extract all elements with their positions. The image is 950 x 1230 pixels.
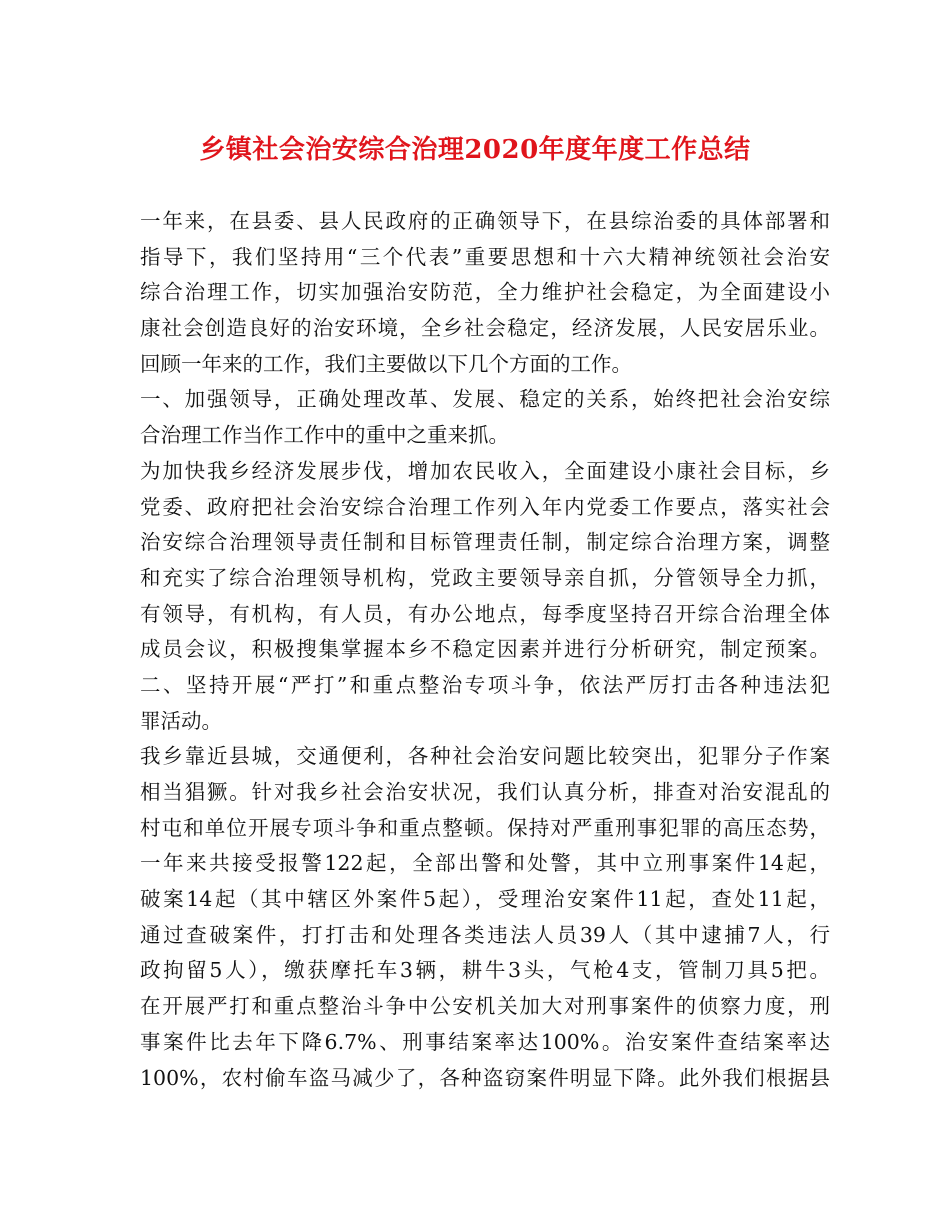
body-line: 村屯和单位开展专项斗争和重点整顿。保持对严重刑事犯罪的高压态势，: [140, 815, 830, 840]
body-line: 为加快我乡经济发展步伐，增加农民收入，全面建设小康社会目标，乡: [140, 458, 830, 483]
body-line: 有领导，有机构，有人员，有办公地点，每季度坚持召开综合治理全体: [140, 601, 830, 626]
body-line: 二、坚持开展“严打”和重点整治专项斗争，依法严厉打击各种违法犯: [140, 672, 830, 697]
body-line: 罪活动。: [140, 708, 222, 733]
body-line: 一、加强领导，正确处理改革、发展、稳定的关系，始终把社会治安综: [140, 387, 830, 412]
body-line: 合治理工作当作工作中的重中之重来抓。: [140, 423, 509, 448]
body-line: 和充实了综合治理领导机构，党政主要领导亲自抓，分管领导全力抓，: [140, 565, 830, 590]
body-line: 在开展严打和重点整治斗争中公安机关加大对刑事案件的侦察力度，刑: [140, 994, 830, 1019]
body-line: 相当猖獗。针对我乡社会治安状况，我们认真分析，排查对治安混乱的: [140, 780, 830, 804]
document-title: 乡镇社会治安综合治理2020年度年度工作总结: [199, 135, 751, 165]
body-line: 100%，农村偷车盗马减少了，各种盗窃案件明显下降。此外我们根据县: [140, 1065, 830, 1090]
body-line: 回顾一年来的工作，我们主要做以下几个方面的工作。: [140, 351, 632, 376]
body-line: 指导下，我们坚持用“三个代表”重要思想和十六大精神统领社会治安: [140, 244, 830, 269]
body-line: 治安综合治理领导责任制和目标管理责任制，制定综合治理方案，调整: [140, 530, 830, 555]
body-line: 政拘留5人），缴获摩托车3辆，耕牛3头，气枪4支，管制刀具5把。: [140, 958, 830, 983]
body-line: 康社会创造良好的治安环境，全乡社会稳定，经济发展，人民安居乐业。: [140, 316, 830, 341]
body-line: 一年来共接受报警122起，全部出警和处警，其中立刑事案件14起，: [140, 851, 830, 876]
body-line: 成员会议，积极搜集掌握本乡不稳定因素并进行分析研究，制定预案。: [140, 637, 830, 662]
body-line: 我乡靠近县城，交通便利，各种社会治安问题比较突出，犯罪分子作案: [140, 744, 830, 769]
body-line: 通过查破案件，打打击和处理各类违法人员39人（其中逮捕7人，行: [140, 922, 830, 947]
body-line: 综合治理工作，切实加强治安防范，全力维护社会稳定，为全面建设小: [140, 280, 830, 305]
body-line: 事案件比去年下降6.7%、刑事结案率达100%。治安案件查结案率达: [140, 1029, 830, 1054]
body-line: 破案14起（其中辖区外案件5起），受理治安案件11起，查处11起，: [140, 887, 830, 912]
body-line: 党委、政府把社会治安综合治理工作列入年内党委工作要点，落实社会: [140, 494, 830, 519]
document-body: [140, 204, 830, 1096]
body-line: 一年来，在县委、县人民政府的正确领导下，在县综治委的具体部署和: [140, 209, 830, 233]
